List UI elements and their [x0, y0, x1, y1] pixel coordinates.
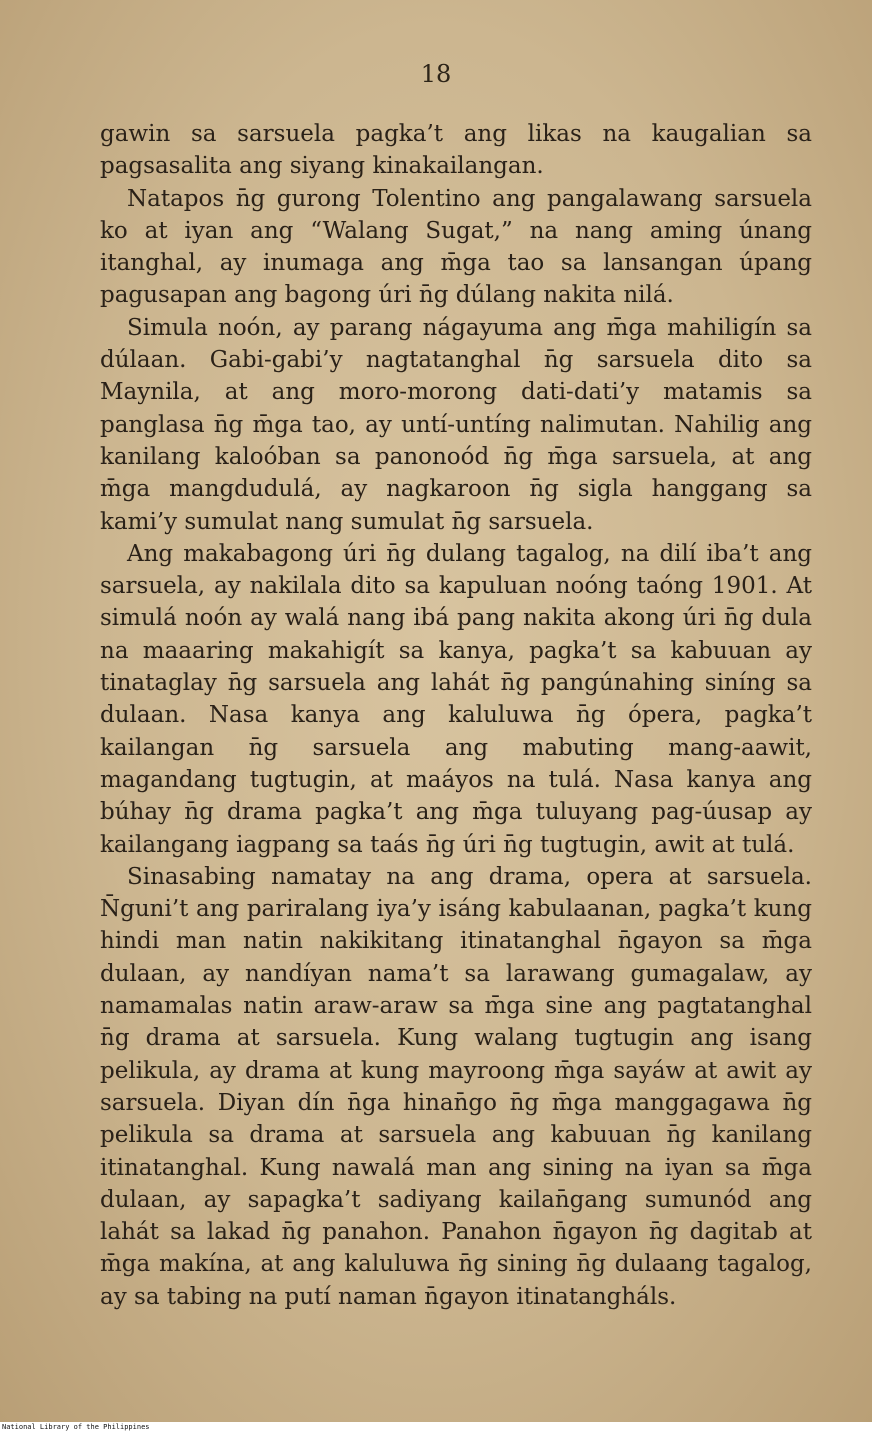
paragraph-continuation: gawin sa sarsuela pagka’t ang likas na kaugalian sa pagsasalita ang siyang kinakailangan. — [100, 121, 812, 180]
paragraph: Sinasabing namatay na ang drama, opera at sarsuela. N̄guni’t ang pariralang iya’y isáng kabulaanan, pagka’t kung hindi man natin nakikitang itinatanghal n̄gayon sa m̄ga dulaan, ay nandíyan nama’t sa larawang gumagalaw, ay namamalas natin araw-araw sa m̄ga sine ang pagtatanghal n̄g drama at sarsuela. Kung walang tugtugin ang isang pelikula, ay drama at kung mayroong m̄ga sayáw at awit ay sarsuela. Diyan dín n̄ga hinan̄go n̄g m̄ga manggagawa n̄g pelikula sa drama at sarsuela ang kabuuan n̄g kanilang itinatanghal. Kung nawalá man ang sining na iyan sa m̄ga dulaan, ay sapagka’t sadiyang kailan̄gang sumunód ang lahát sa lakad n̄g panahon. Panahon n̄gayon n̄g dagitab at m̄ga makína, at ang kaluluwa n̄g sining n̄g dulaang tagalog, ay sa tabing na putí naman n̄gayon itinatangháls. — [100, 863, 812, 1310]
body-text — [100, 118, 812, 1313]
footer-bar — [0, 1422, 872, 1433]
page-number: 18 — [420, 60, 452, 88]
paragraph: Natapos n̄g gurong Tolentino ang pangalawang sarsuela ko at iyan ang “Walang Sugat,” na nang aming únang itanghal, ay inumaga ang m̄ga tao sa lansangan úpang pagusapan ang bagong úri n̄g dúlang nakita nilá. — [100, 185, 812, 309]
paragraph: Simula noón, ay parang nágayuma ang m̄ga mahiligín sa dúlaan. Gabi-gabi’y nagtatanghal n̄g sarsuela dito sa Maynila, at ang moro-morong dati-dati’y matamis sa panglasa n̄g m̄ga tao, ay untí-untíng nalimutan. Nahilig ang kanilang kaloóban sa panonoód n̄g m̄ga sarsuela, at ang m̄ga mangdudulá, ay nagkaroon n̄g sigla hanggang sa kami’y sumulat nang sumulat n̄g sarsuela. — [100, 314, 812, 535]
paragraph: Ang makabagong úri n̄g dulang tagalog, na dilí iba’t ang sarsuela, ay nakilala dito sa kapuluan noóng taóng 1901. At simulá noón ay walá nang ibá pang nakita akong úri n̄g dula na maaaring makahigít sa kanya, pagka’t sa kabuuan ay tinataglay n̄g sarsuela ang lahát n̄g pangúnahing siníng sa dulaan. Nasa kanya ang kaluluwa n̄g ópera, pagka’t kailangan n̄g sarsuela ang mabuting mang-aawit, magandang tugtugin, at maáyos na tulá. Nasa kanya ang búhay n̄g drama pagka’t ang m̄ga tuluyang pag-úusap ay kailangang iagpang sa taás n̄g úri n̄g tugtugin, awit at tulá. — [100, 540, 812, 858]
library-credit: National Library of the Philippines — [2, 1423, 150, 1431]
